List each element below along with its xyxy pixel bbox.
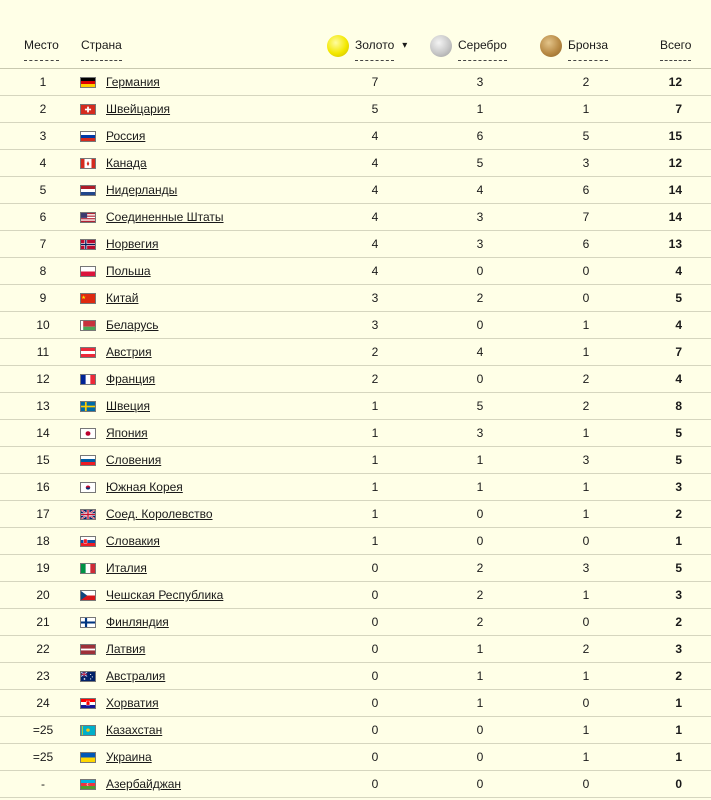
flag-kr-icon (80, 482, 96, 493)
total-cell: 1 (675, 696, 682, 710)
country-link[interactable]: Соед. Королевство (106, 507, 213, 521)
country-link[interactable]: Канада (106, 156, 147, 170)
silver-cell: 2 (476, 588, 484, 602)
place-cell: 24 (36, 696, 50, 710)
gold-cell: 1 (371, 399, 379, 413)
bronze-cell: 1 (582, 318, 590, 332)
country-cell (106, 339, 152, 365)
gold-label: Золото (355, 30, 394, 61)
silver-cell: 3 (476, 237, 484, 251)
total-cell: 5 (675, 453, 682, 467)
bronze-cell: 0 (582, 264, 590, 278)
gold-cell: 4 (371, 156, 379, 170)
total-cell: 4 (675, 318, 682, 332)
total-cell: 2 (675, 507, 682, 521)
table-row (0, 744, 711, 771)
silver-cell: 1 (476, 642, 484, 656)
country-cell (106, 231, 159, 257)
bronze-cell: 2 (582, 399, 590, 413)
table-row (0, 420, 711, 447)
table-row (0, 258, 711, 285)
table-row (0, 447, 711, 474)
total-cell: 7 (675, 345, 682, 359)
place-cell: 10 (36, 318, 50, 332)
country-link[interactable]: Финляндия (106, 615, 169, 629)
country-cell (106, 582, 223, 608)
bronze-cell: 2 (582, 75, 590, 89)
silver-label: Серебро (458, 30, 507, 61)
place-cell: 16 (36, 480, 50, 494)
silver-cell: 1 (476, 669, 484, 683)
sort-by-bronze[interactable] (540, 30, 608, 61)
country-cell (106, 69, 160, 95)
total-cell: 2 (675, 615, 682, 629)
country-cell (106, 555, 147, 581)
gold-cell: 3 (371, 291, 379, 305)
silver-cell: 0 (476, 750, 484, 764)
place-cell: 6 (39, 210, 47, 224)
country-link[interactable]: Латвия (106, 642, 146, 656)
table-row (0, 339, 711, 366)
total-cell: 3 (675, 642, 682, 656)
total-cell: 5 (675, 426, 682, 440)
bronze-cell: 1 (582, 480, 590, 494)
gold-cell: 4 (371, 210, 379, 224)
silver-cell: 5 (476, 156, 484, 170)
flag-fi-icon (80, 617, 96, 628)
silver-cell: 3 (476, 426, 484, 440)
table-row (0, 69, 711, 96)
place-cell: 9 (39, 291, 47, 305)
flag-au-icon (80, 671, 96, 682)
gold-cell: 4 (371, 129, 379, 143)
gold-cell: 7 (371, 75, 379, 89)
flag-hr-icon (80, 698, 96, 709)
total-cell: 5 (675, 561, 682, 575)
table-row (0, 609, 711, 636)
table-body (0, 69, 711, 798)
gold-cell: 0 (371, 615, 379, 629)
country-link[interactable]: Украина (106, 750, 152, 764)
country-cell (106, 717, 162, 743)
place-cell: 23 (36, 669, 50, 683)
silver-cell: 1 (476, 453, 484, 467)
flag-by-icon (80, 320, 96, 331)
country-link[interactable]: Нидерланды (106, 183, 178, 197)
total-cell: 4 (675, 372, 682, 386)
total-cell: 14 (668, 210, 682, 224)
table-row (0, 663, 711, 690)
flag-de-icon (80, 77, 96, 88)
bronze-cell: 0 (582, 534, 590, 548)
bronze-cell: 2 (582, 642, 590, 656)
flag-ca-icon (80, 158, 96, 169)
country-link[interactable]: Словения (106, 453, 162, 467)
place-cell: 18 (36, 534, 50, 548)
place-cell: =25 (32, 750, 54, 764)
total-cell: 3 (675, 480, 682, 494)
country-cell (106, 663, 165, 689)
bronze-cell: 1 (582, 750, 590, 764)
gold-cell: 1 (371, 480, 379, 494)
place-cell: 15 (36, 453, 50, 467)
country-cell (106, 96, 170, 122)
country-link[interactable]: Япония (106, 426, 148, 440)
gold-cell: 1 (371, 453, 379, 467)
country-link[interactable]: Азербайджан (106, 777, 182, 791)
table-row (0, 771, 711, 798)
bronze-cell: 0 (582, 291, 590, 305)
total-cell: 8 (675, 399, 682, 413)
flag-se-icon (80, 401, 96, 412)
total-cell: 0 (675, 777, 682, 791)
silver-cell: 3 (476, 75, 484, 89)
gold-cell: 3 (371, 318, 379, 332)
country-link[interactable]: Чешская Республика (106, 588, 224, 602)
total-cell: 1 (675, 534, 682, 548)
gold-cell: 2 (371, 372, 379, 386)
country-link[interactable]: Германия (106, 75, 160, 89)
gold-medal-icon (327, 35, 349, 57)
silver-cell: 1 (476, 102, 484, 116)
silver-cell: 0 (476, 318, 484, 332)
sort-by-total[interactable]: Всего (660, 30, 691, 61)
bronze-cell: 2 (582, 372, 590, 386)
flag-gb-icon (80, 509, 96, 520)
flag-pl-icon (80, 266, 96, 277)
country-cell (106, 744, 152, 770)
country-cell (106, 150, 147, 176)
table-row (0, 636, 711, 663)
country-cell (106, 690, 159, 716)
place-cell: =25 (32, 723, 54, 737)
flag-fr-icon (80, 374, 96, 385)
silver-cell: 1 (476, 696, 484, 710)
flag-cn-icon (80, 293, 96, 304)
silver-cell: 6 (476, 129, 484, 143)
bronze-cell: 1 (582, 588, 590, 602)
table-row (0, 690, 711, 717)
silver-cell: 0 (476, 777, 484, 791)
table-row (0, 312, 711, 339)
bronze-cell: 0 (582, 615, 590, 629)
bronze-medal-icon (540, 35, 562, 57)
silver-cell: 0 (476, 507, 484, 521)
table-row (0, 717, 711, 744)
gold-cell: 0 (371, 696, 379, 710)
country-cell (106, 528, 160, 554)
silver-cell: 1 (476, 480, 484, 494)
bronze-cell: 1 (582, 507, 590, 521)
country-link[interactable]: Норвегия (106, 237, 159, 251)
bronze-cell: 6 (582, 183, 590, 197)
sort-by-country[interactable]: Страна (81, 30, 122, 61)
place-cell: 13 (36, 399, 50, 413)
country-cell (106, 474, 183, 500)
country-cell (106, 204, 224, 230)
gold-cell: 4 (371, 264, 379, 278)
gold-cell: 0 (371, 561, 379, 575)
gold-cell: 0 (371, 669, 379, 683)
country-cell (106, 447, 161, 473)
country-link[interactable]: Франция (106, 372, 156, 386)
country-cell (106, 285, 138, 311)
place-cell: 8 (39, 264, 47, 278)
gold-cell: 1 (371, 534, 379, 548)
country-link[interactable]: Казахстан (106, 723, 163, 737)
country-link[interactable]: Словакия (106, 534, 160, 548)
silver-cell: 4 (476, 345, 484, 359)
bronze-cell: 3 (582, 156, 590, 170)
total-cell: 13 (668, 237, 682, 251)
bronze-cell: 0 (582, 777, 590, 791)
total-cell: 12 (668, 156, 682, 170)
country-cell (106, 636, 145, 662)
place-cell: - (41, 777, 45, 791)
flag-jp-icon (80, 428, 96, 439)
gold-cell: 4 (371, 237, 379, 251)
place-cell: 17 (36, 507, 50, 521)
silver-cell: 2 (476, 615, 484, 629)
gold-cell: 1 (371, 426, 379, 440)
gold-cell: 4 (371, 183, 379, 197)
gold-cell: 0 (371, 588, 379, 602)
place-cell: 22 (36, 642, 50, 656)
silver-medal-icon (430, 35, 452, 57)
table-row (0, 96, 711, 123)
total-cell: 7 (675, 102, 682, 116)
silver-cell: 3 (476, 210, 484, 224)
total-cell: 15 (668, 129, 682, 143)
bronze-label: Бронза (568, 30, 608, 61)
silver-cell: 0 (476, 264, 484, 278)
silver-cell: 2 (476, 561, 484, 575)
flag-at-icon (80, 347, 96, 358)
total-cell: 3 (675, 588, 682, 602)
flag-az-icon (80, 779, 96, 790)
table-row (0, 177, 711, 204)
place-cell: 19 (36, 561, 50, 575)
flag-ua-icon (80, 752, 96, 763)
country-link[interactable]: Италия (106, 561, 147, 575)
country-cell (106, 123, 145, 149)
place-cell: 3 (39, 129, 47, 143)
silver-cell: 4 (476, 183, 484, 197)
place-cell: 12 (36, 372, 50, 386)
table-row (0, 582, 711, 609)
table-row (0, 474, 711, 501)
sort-by-place[interactable]: Место (24, 30, 59, 61)
gold-cell: 2 (371, 345, 379, 359)
table-row (0, 150, 711, 177)
gold-cell: 0 (371, 642, 379, 656)
country-cell (106, 501, 213, 527)
bronze-cell: 1 (582, 345, 590, 359)
country-cell (106, 609, 169, 635)
flag-no-icon (80, 239, 96, 250)
place-cell: 11 (36, 345, 50, 359)
country-cell (106, 177, 177, 203)
table-row (0, 285, 711, 312)
bronze-cell: 1 (582, 669, 590, 683)
table-row (0, 366, 711, 393)
flag-kz-icon (80, 725, 96, 736)
country-link[interactable]: Соединенные Штаты (106, 210, 224, 224)
total-cell: 4 (675, 264, 682, 278)
country-link[interactable]: Швейцария (106, 102, 171, 116)
country-link[interactable]: Австрия (106, 345, 152, 359)
bronze-cell: 7 (582, 210, 590, 224)
place-cell: 4 (39, 156, 47, 170)
place-cell: 20 (36, 588, 50, 602)
silver-cell: 0 (476, 372, 484, 386)
gold-cell: 0 (371, 750, 379, 764)
place-cell: 2 (39, 102, 47, 116)
sort-by-gold[interactable] (327, 30, 407, 61)
sort-by-silver[interactable] (430, 30, 507, 61)
silver-cell: 0 (476, 534, 484, 548)
country-link[interactable]: Польша (106, 264, 151, 278)
gold-cell: 0 (371, 777, 379, 791)
bronze-cell: 3 (582, 561, 590, 575)
place-cell: 21 (36, 615, 50, 629)
total-cell: 2 (675, 669, 682, 683)
flag-ru-icon (80, 131, 96, 142)
flag-us-icon (80, 212, 96, 223)
table-row (0, 555, 711, 582)
bronze-cell: 1 (582, 723, 590, 737)
table-row (0, 204, 711, 231)
gold-cell: 5 (371, 102, 379, 116)
bronze-cell: 1 (582, 426, 590, 440)
place-cell: 5 (39, 183, 47, 197)
flag-nl-icon (80, 185, 96, 196)
bronze-cell: 0 (582, 696, 590, 710)
silver-cell: 0 (476, 723, 484, 737)
total-cell: 12 (668, 75, 682, 89)
country-cell (106, 420, 148, 446)
flag-cz-icon (80, 590, 96, 601)
table-row (0, 393, 711, 420)
silver-cell: 5 (476, 399, 484, 413)
sort-arrow-icon: ▾ (402, 39, 408, 51)
table-header (0, 0, 711, 69)
flag-it-icon (80, 563, 96, 574)
gold-cell: 0 (371, 723, 379, 737)
total-cell: 5 (675, 291, 682, 305)
country-link[interactable]: Швеция (106, 399, 150, 413)
table-row (0, 231, 711, 258)
country-link[interactable]: Россия (106, 129, 146, 143)
total-cell: 14 (668, 183, 682, 197)
flag-si-icon (80, 455, 96, 466)
table-row (0, 501, 711, 528)
bronze-cell: 5 (582, 129, 590, 143)
bronze-cell: 6 (582, 237, 590, 251)
place-cell: 1 (39, 75, 47, 89)
country-link[interactable]: Китай (106, 291, 139, 305)
gold-cell: 1 (371, 507, 379, 521)
table-row (0, 123, 711, 150)
country-cell (106, 312, 158, 338)
bronze-cell: 3 (582, 453, 590, 467)
flag-sk-icon (80, 536, 96, 547)
country-link[interactable]: Южная Корея (106, 480, 183, 494)
total-cell: 1 (675, 750, 682, 764)
table-row (0, 528, 711, 555)
flag-ch-icon (80, 104, 96, 115)
place-cell: 14 (36, 426, 50, 440)
place-cell: 7 (39, 237, 47, 251)
silver-cell: 2 (476, 291, 484, 305)
flag-lv-icon (80, 644, 96, 655)
country-cell (106, 258, 151, 284)
country-cell (106, 366, 155, 392)
country-cell (106, 393, 150, 419)
country-link[interactable]: Австралия (106, 669, 166, 683)
bronze-cell: 1 (582, 102, 590, 116)
total-cell: 1 (675, 723, 682, 737)
country-link[interactable]: Беларусь (106, 318, 159, 332)
country-link[interactable]: Хорватия (106, 696, 159, 710)
country-cell (106, 771, 181, 797)
